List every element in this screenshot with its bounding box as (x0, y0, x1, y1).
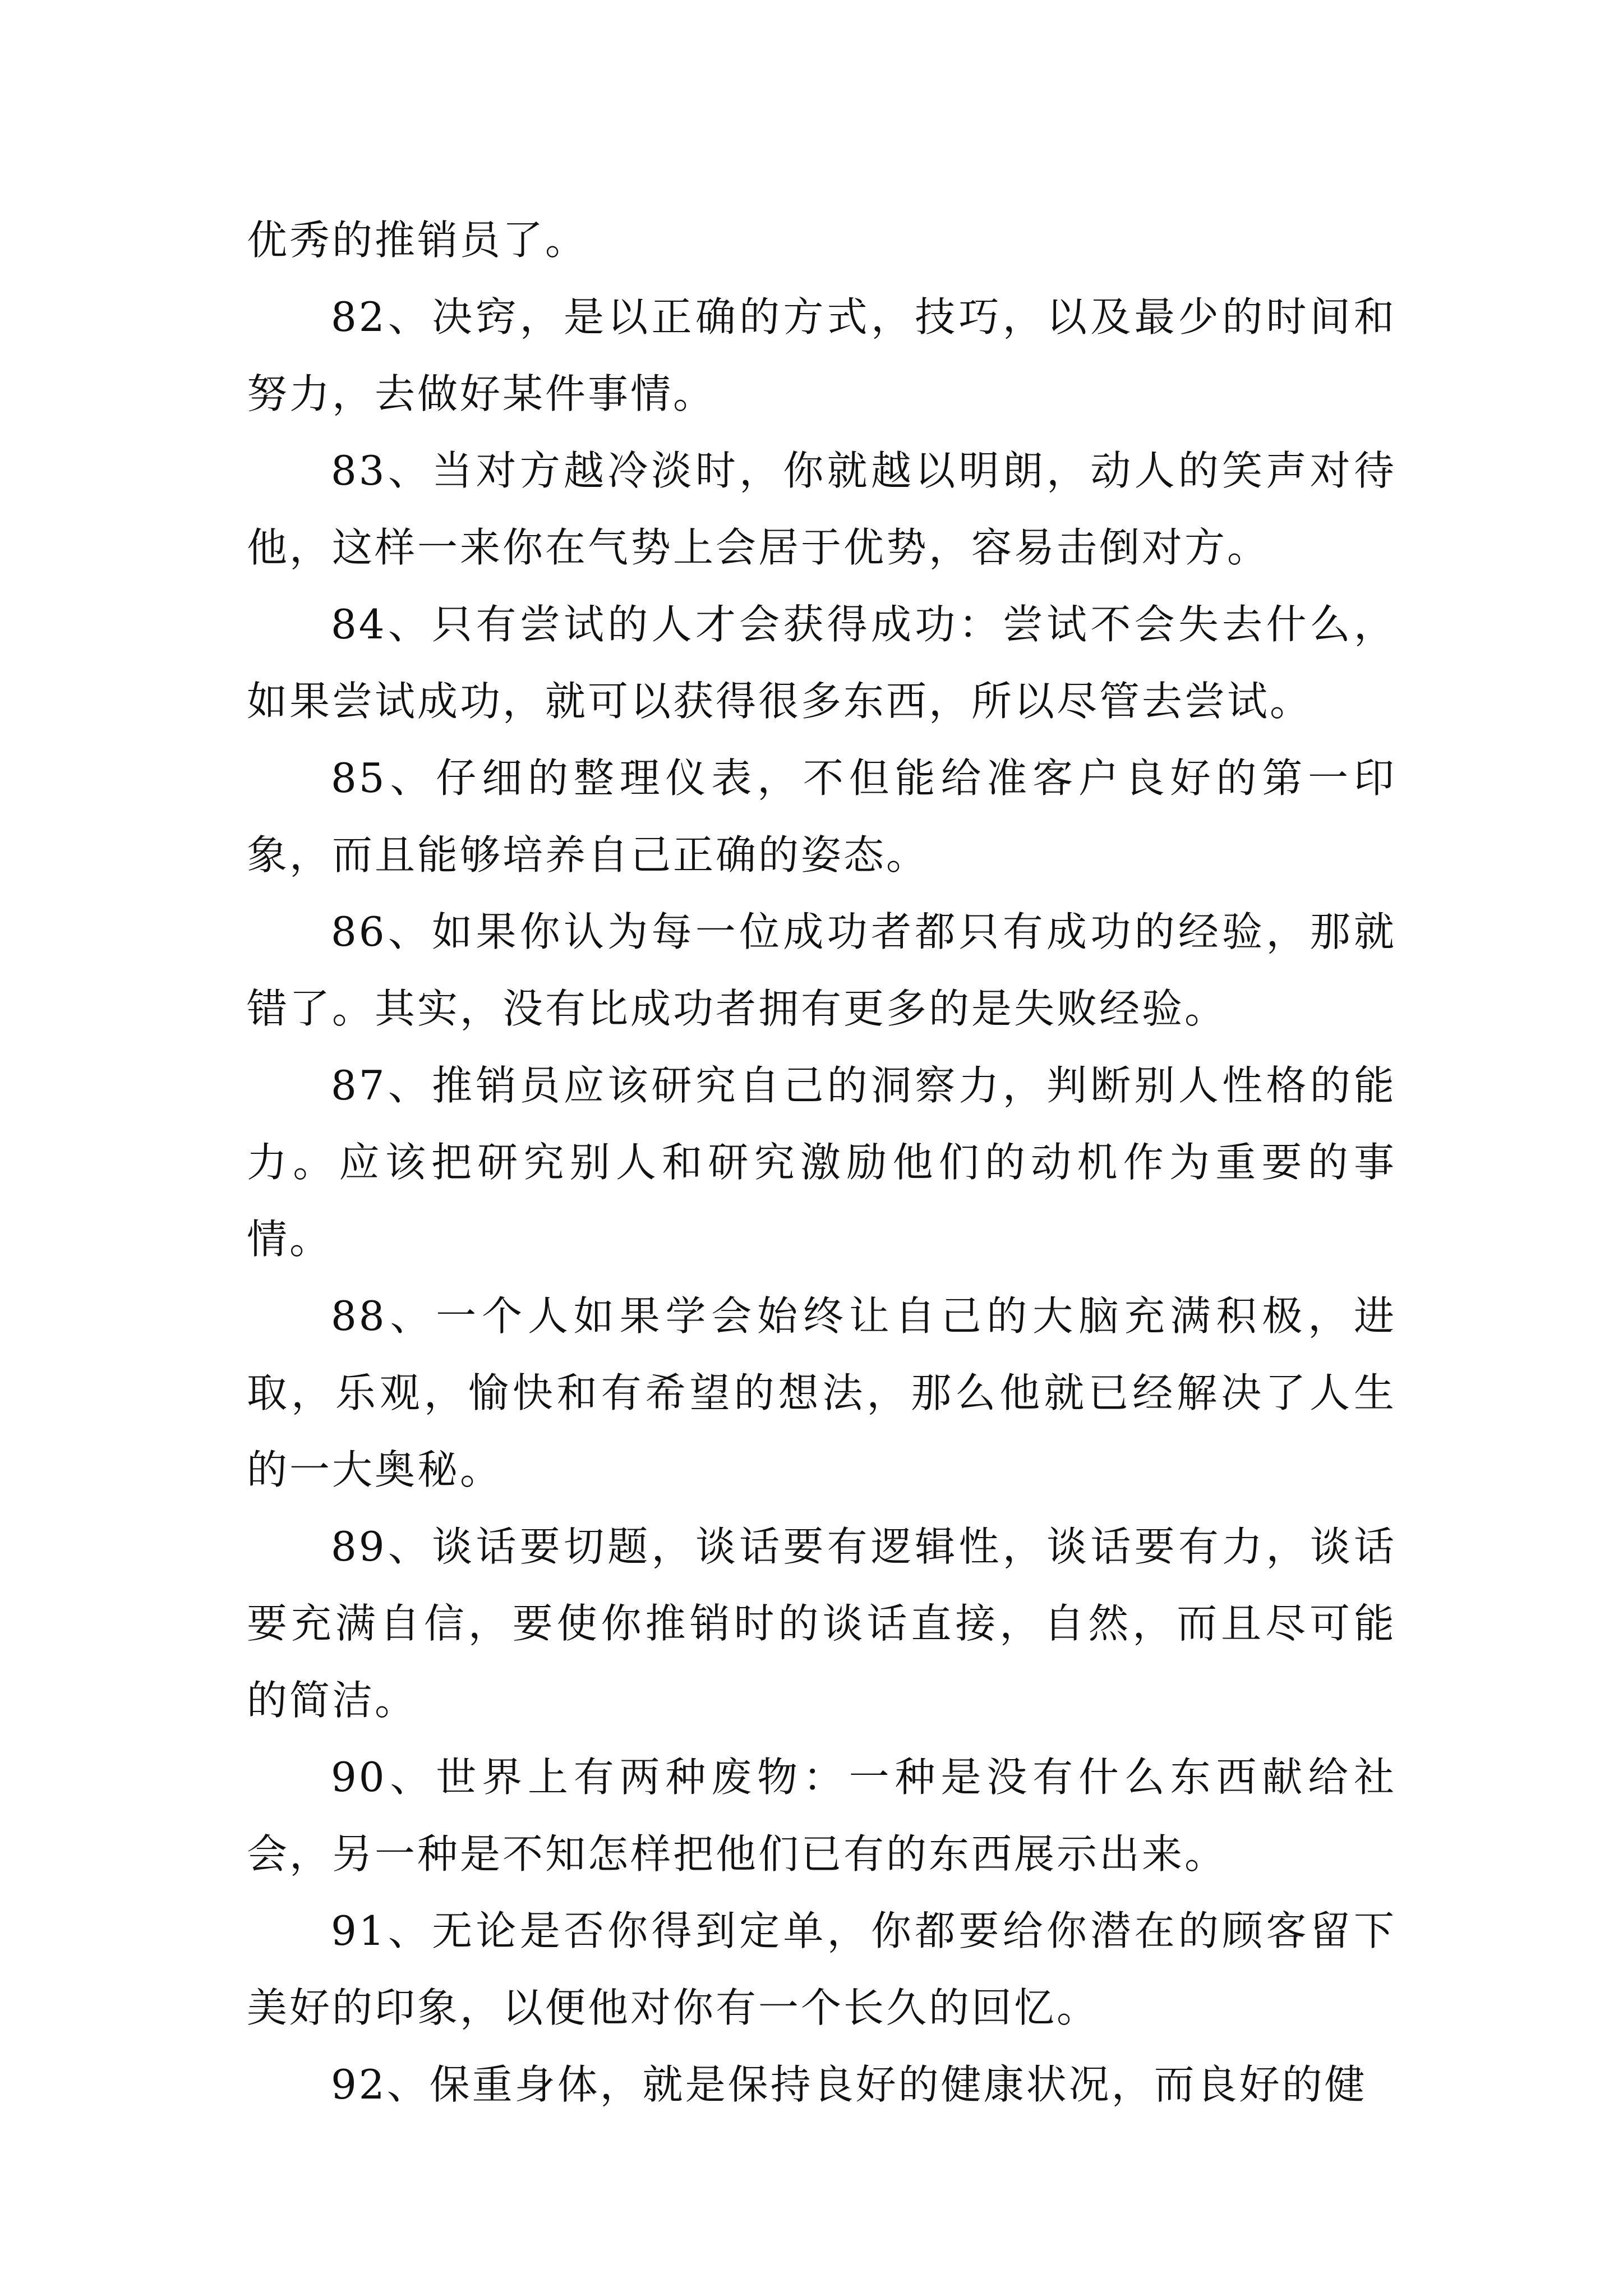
paragraph-88: 88、一个人如果学会始终让自己的大脑充满积极，进取，乐观，愉快和有希望的想法，那么他就已经解决了人生的一大奥秘。 (247, 1292, 1396, 1493)
paragraph-84: 84、只有尝试的人才会获得成功：尝试不会失去什么，如果尝试成功，就可以获得很多东西，所以尽管去尝试。 (247, 601, 1396, 725)
paragraph-87: 87、推销员应该研究自己的洞察力，判断别人性格的能力。应该把研究别人和研究激励他们的动机作为重要的事情。 (247, 1062, 1396, 1263)
paragraph-82: 82、决窍，是以正确的方式，技巧，以及最少的时间和努力，去做好某件事情。 (247, 293, 1396, 417)
paragraph-85: 85、仔细的整理仪表，不但能给准客户良好的第一印象，而且能够培养自己正确的姿态。 (247, 754, 1396, 878)
document-body (247, 202, 1396, 2123)
paragraph-continuation: 优秀的推销员了。 (247, 217, 588, 264)
paragraph-90: 90、世界上有两种废物：一种是没有什么东西献给社会，另一种是不知怎样把他们已有的东西展示出来。 (247, 1754, 1396, 1878)
paragraph-89: 89、谈话要切题，谈话要有逻辑性，谈话要有力，谈话要充满自信，要使你推销时的谈话直接，自然，而且尽可能的简洁。 (247, 1523, 1396, 1724)
paragraph-83: 83、当对方越冷淡时，你就越以明朗，动人的笑声对待他，这样一来你在气势上会居于优势，容易击倒对方。 (247, 447, 1396, 571)
paragraph-91: 91、无论是否你得到定单，你都要给你潜在的顾客留下美好的印象，以便他对你有一个长久的回忆。 (247, 1907, 1396, 2031)
paragraph-86: 86、如果你认为每一位成功者都只有成功的经验，那就错了。其实，没有比成功者拥有更多的是失败经验。 (247, 908, 1396, 1032)
paragraph-92: 92、保重身体，就是保持良好的健康状况，而良好的健 (331, 2061, 1367, 2108)
